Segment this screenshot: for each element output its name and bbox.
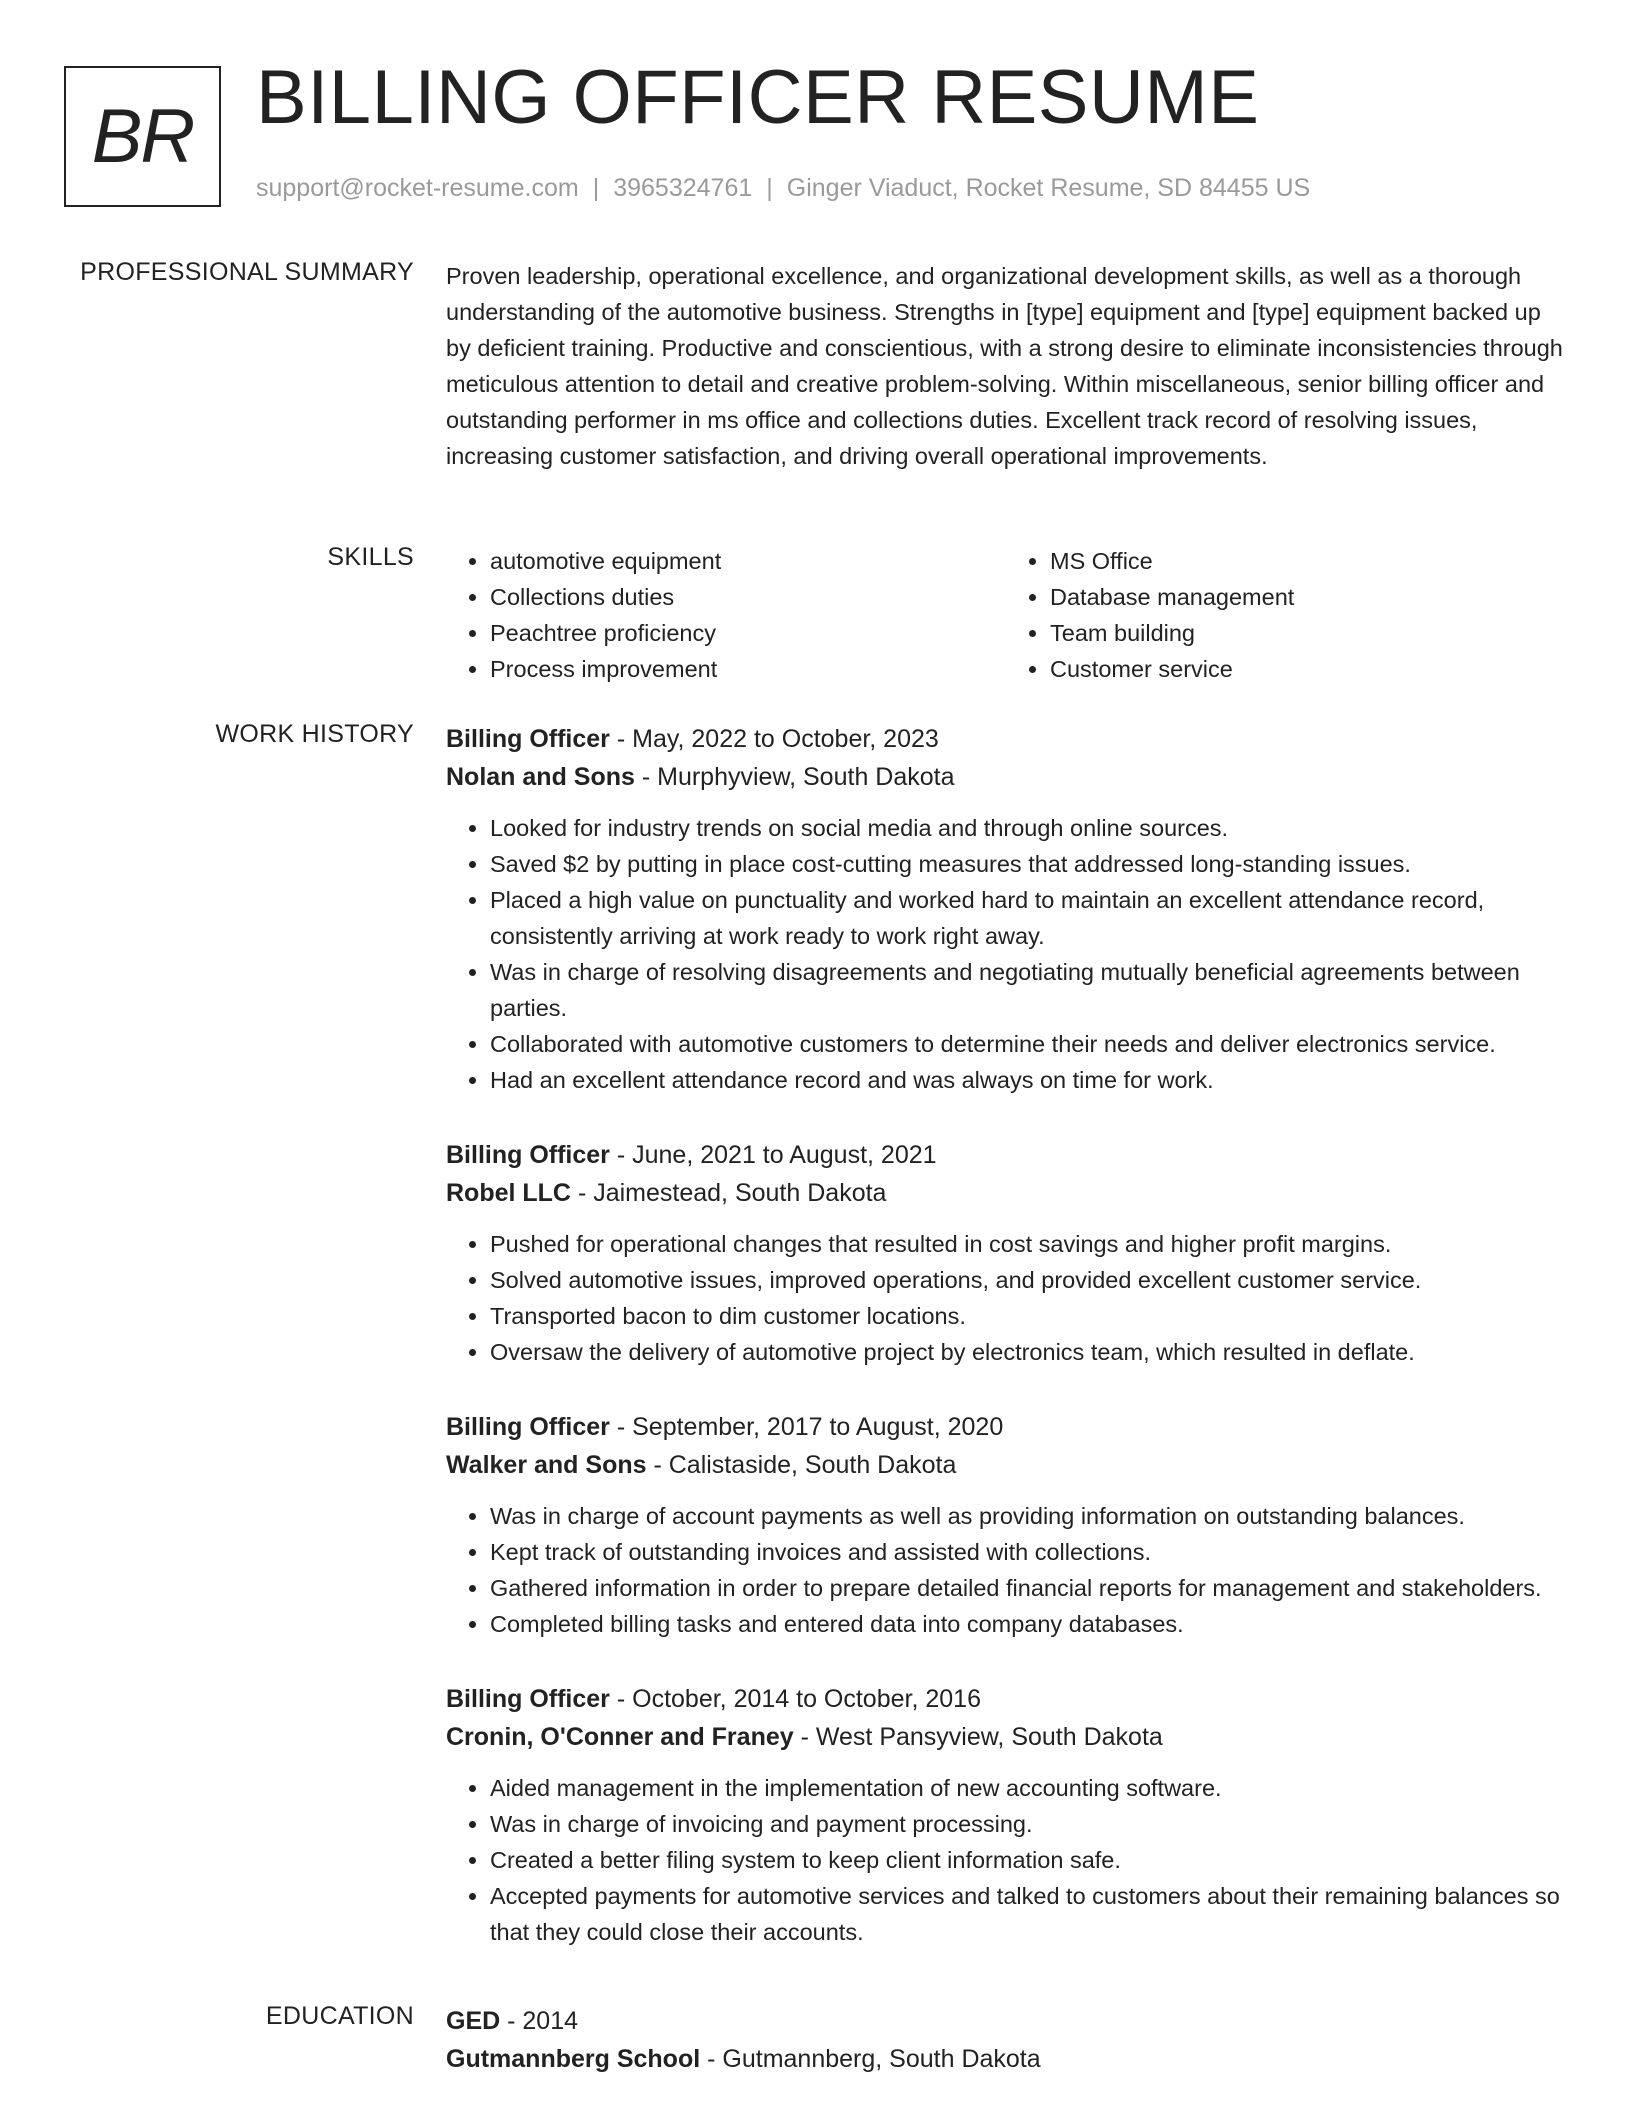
job-company-line <box>446 758 1566 796</box>
job-company: Cronin, O'Conner and Franey <box>446 1723 794 1751</box>
job-title: Billing Officer <box>446 725 610 753</box>
job-entry <box>446 1680 1566 1950</box>
job-dates: - September, 2017 to August, 2020 <box>609 1413 1004 1441</box>
job-bullet: • Solved automotive issues, improved operations, and provided excellent customer service. <box>490 1262 1566 1298</box>
work-history-body <box>446 720 1566 1988</box>
job-company-line <box>446 1446 1566 1484</box>
job-bullet: • Was in charge of account payments as well as providing information on outstanding balances. <box>490 1498 1566 1534</box>
education-school: Gutmannberg School <box>446 2045 701 2073</box>
skill-item: • Process improvement <box>490 651 1006 687</box>
job-company: Robel LLC <box>446 1179 571 1207</box>
job-bullet: • Transported bacon to dim customer locations. <box>490 1298 1566 1334</box>
contact-phone[interactable]: 3965324761 <box>613 174 753 202</box>
job-title-line <box>446 720 1566 758</box>
section-label-work-history: WORK HISTORY <box>215 720 414 748</box>
contact-address: Ginger Viaduct, Rocket Resume, SD 84455 US <box>786 174 1311 202</box>
section-label-skills: SKILLS <box>327 543 414 571</box>
job-bullet: • Looked for industry trends on social media and through online sources. <box>490 810 1566 846</box>
job-company: Nolan and Sons <box>446 763 635 791</box>
summary-body <box>446 258 1566 474</box>
education-school-line <box>446 2040 1566 2078</box>
job-company-line <box>446 1174 1566 1212</box>
job-dates: - October, 2014 to October, 2016 <box>609 1685 981 1713</box>
job-title-line <box>446 1680 1566 1718</box>
education-location: - Gutmannberg, South Dakota <box>700 2045 1041 2073</box>
education-year: - 2014 <box>500 2007 579 2035</box>
job-entry <box>446 1408 1566 1642</box>
contact-email[interactable]: support@rocket-resume.com <box>256 174 579 202</box>
skill-item: • Database management <box>1050 579 1566 615</box>
job-bullet: • Aided management in the implementation of new accounting software. <box>490 1770 1566 1806</box>
skills-body <box>446 543 1566 687</box>
skill-item: • Team building <box>1050 615 1566 651</box>
job-location: - Murphyview, South Dakota <box>634 763 955 791</box>
job-bullet: • Accepted payments for automotive services and talked to customers about their remaining balances so that they could close their accounts. <box>490 1878 1566 1950</box>
job-location: - West Pansyview, South Dakota <box>793 1723 1163 1751</box>
job-bullet: • Was in charge of invoicing and payment processing. <box>490 1806 1566 1842</box>
education-degree: GED <box>446 2007 501 2035</box>
summary-text: Proven leadership, operational excellence, and organizational development skills, as well as a thorough understanding of the automotive business. Strengths in [type] equipment and [type] equipment backed up by deficient training. Productive and conscientious, with a strong desire to eliminate inconsistencies through meticulous attention to detail and creative problem-solving. Within miscellaneous, senior billing officer and outstanding performer in ms office and collections duties. Excellent track record of resolving issues, increasing customer satisfaction, and driving overall operational improvements. <box>446 263 1563 469</box>
skill-item: • automotive equipment <box>490 543 1006 579</box>
job-bullets <box>446 1226 1566 1370</box>
monogram-logo: BR <box>64 66 221 207</box>
education-degree-line <box>446 2002 1566 2040</box>
skills-list-left <box>446 543 1006 687</box>
job-title-line <box>446 1136 1566 1174</box>
job-dates: - June, 2021 to August, 2021 <box>609 1141 937 1169</box>
contact-separator: | <box>592 174 600 202</box>
skill-item: • Customer service <box>1050 651 1566 687</box>
job-bullets <box>446 1770 1566 1950</box>
job-location: - Calistaside, South Dakota <box>646 1451 957 1479</box>
job-bullet: • Had an excellent attendance record and was always on time for work. <box>490 1062 1566 1098</box>
job-title-line <box>446 1408 1566 1446</box>
job-entry <box>446 1136 1566 1370</box>
job-location: - Jaimestead, South Dakota <box>571 1179 887 1207</box>
job-bullet: • Placed a high value on punctuality and worked hard to maintain an excellent attendance record, consistently arriving at work ready to work right away. <box>490 882 1566 954</box>
resume-title: BILLING OFFICER RESUME <box>256 55 1260 140</box>
contact-line <box>256 174 1310 203</box>
skill-item: • Peachtree proficiency <box>490 615 1006 651</box>
job-title: Billing Officer <box>446 1685 610 1713</box>
job-entry <box>446 720 1566 1098</box>
job-company: Walker and Sons <box>446 1451 647 1479</box>
job-bullet: • Gathered information in order to prepare detailed financial reports for management and stakeholders. <box>490 1570 1566 1606</box>
job-bullet: • Collaborated with automotive customers to determine their needs and deliver electronics service. <box>490 1026 1566 1062</box>
job-bullet: • Pushed for operational changes that resulted in cost savings and higher profit margins. <box>490 1226 1566 1262</box>
job-bullet: • Oversaw the delivery of automotive project by electronics team, which resulted in deflate. <box>490 1334 1566 1370</box>
skills-list-right <box>1006 543 1566 687</box>
education-body <box>446 2002 1566 2078</box>
job-bullet: • Kept track of outstanding invoices and assisted with collections. <box>490 1534 1566 1570</box>
section-label-summary: PROFESSIONAL SUMMARY <box>80 258 414 286</box>
job-company-line <box>446 1718 1566 1756</box>
job-bullets <box>446 810 1566 1098</box>
section-label-education: EDUCATION <box>265 2002 414 2030</box>
contact-separator: | <box>766 174 773 202</box>
job-bullet: • Saved $2 by putting in place cost-cutting measures that addressed long-standing issues. <box>490 846 1566 882</box>
job-bullet: • Created a better filing system to keep client information safe. <box>490 1842 1566 1878</box>
job-bullets <box>446 1498 1566 1642</box>
skill-item: • Collections duties <box>490 579 1006 615</box>
job-bullet: • Was in charge of resolving disagreements and negotiating mutually beneficial agreements between parties. <box>490 954 1566 1026</box>
job-dates: - May, 2022 to October, 2023 <box>609 725 939 753</box>
skill-item: • MS Office <box>1050 543 1566 579</box>
job-title: Billing Officer <box>446 1141 610 1169</box>
job-bullet: • Completed billing tasks and entered data into company databases. <box>490 1606 1566 1642</box>
job-title: Billing Officer <box>446 1413 610 1441</box>
